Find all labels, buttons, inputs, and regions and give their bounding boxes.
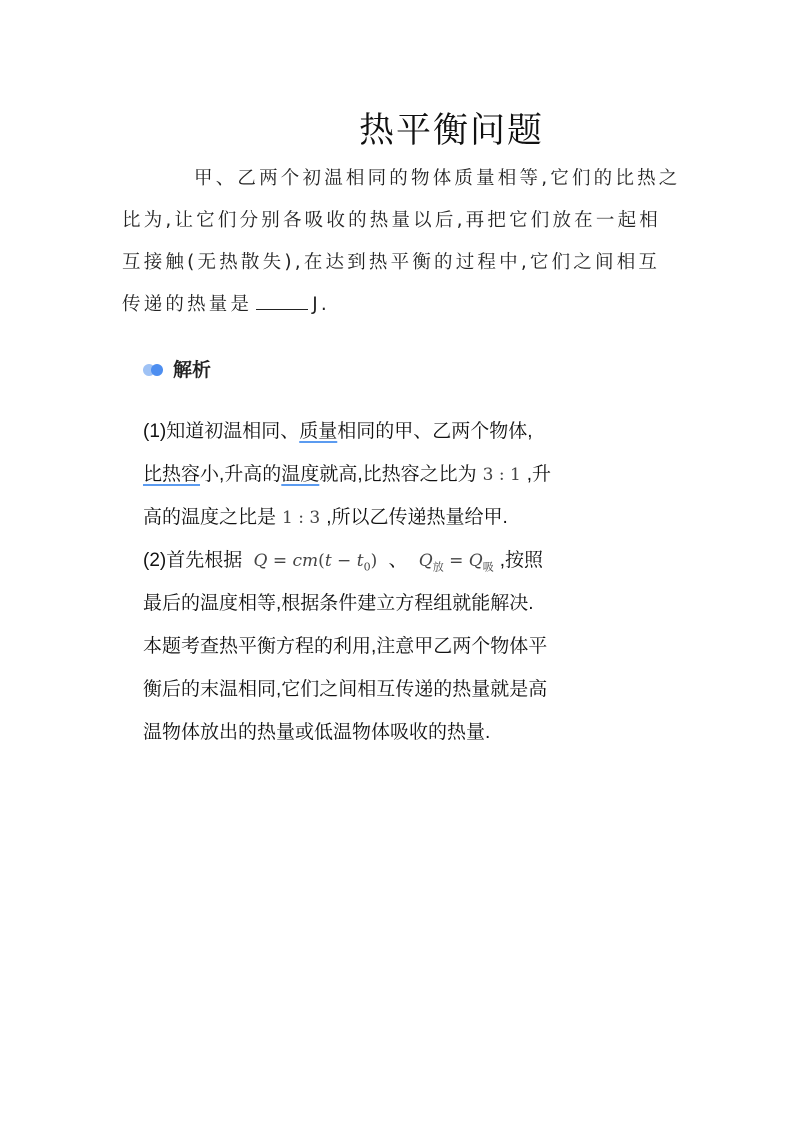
problem-line-3: 互接触(无热散失),在达到热平衡的过程中,它们之间相互 xyxy=(122,252,661,273)
section-bullet-icon xyxy=(143,361,165,377)
keyword-link[interactable]: 温度 xyxy=(281,464,320,485)
page-title: 热平衡问题 xyxy=(358,111,544,151)
problem-line-1: 甲、乙两个初温相同的物体质量相等,它们的比热之 xyxy=(194,168,681,189)
analysis-text xyxy=(143,410,613,754)
keyword-link[interactable]: 比热容 xyxy=(143,464,201,485)
analysis-line-1: (1)知道初温相同、质量相同的甲、乙两个物体, xyxy=(143,421,533,442)
problem-line-2: 比为,让它们分别各吸收的热量以后,再把它们放在一起相 xyxy=(122,210,661,231)
keyword-link[interactable]: 质量 xyxy=(299,421,338,442)
balance-formula: $Q_放 = Q_吸$ xyxy=(418,551,494,574)
analysis-line-7: 衡后的末温相同,它们之间相互传递的热量就是高 xyxy=(143,679,548,700)
problem-line-4: 传递的热量是 J. xyxy=(122,294,330,315)
analysis-header xyxy=(143,355,211,382)
analysis-line-2: 比热容小,升高的温度就高,比热容之比为 3 : 1 ,升 xyxy=(143,464,552,485)
analysis-line-5: 最后的温度相等,根据条件建立方程组就能解决. xyxy=(143,593,534,614)
analysis-line-8: 温物体放出的热量或低温物体吸收的热量. xyxy=(143,722,491,743)
answer-blank xyxy=(256,293,308,310)
ratio-formula: 1 : 3 xyxy=(282,508,321,528)
analysis-line-3: 高的温度之比是 1 : 3 ,所以乙传递热量给甲. xyxy=(143,507,508,528)
ratio-formula: 3 : 1 xyxy=(482,465,521,485)
analysis-line-4: (2)首先根据 $Q = cm(t - t_0)$ 、 $Q_放 = Q_吸$ ,按照 xyxy=(143,550,543,574)
analysis-label: 解析 xyxy=(173,359,212,381)
heat-formula: $Q = cm(t - t_0)$ xyxy=(253,551,378,574)
problem-text xyxy=(122,158,682,326)
analysis-line-6: 本题考查热平衡方程的利用,注意甲乙两个物体平 xyxy=(143,636,548,657)
